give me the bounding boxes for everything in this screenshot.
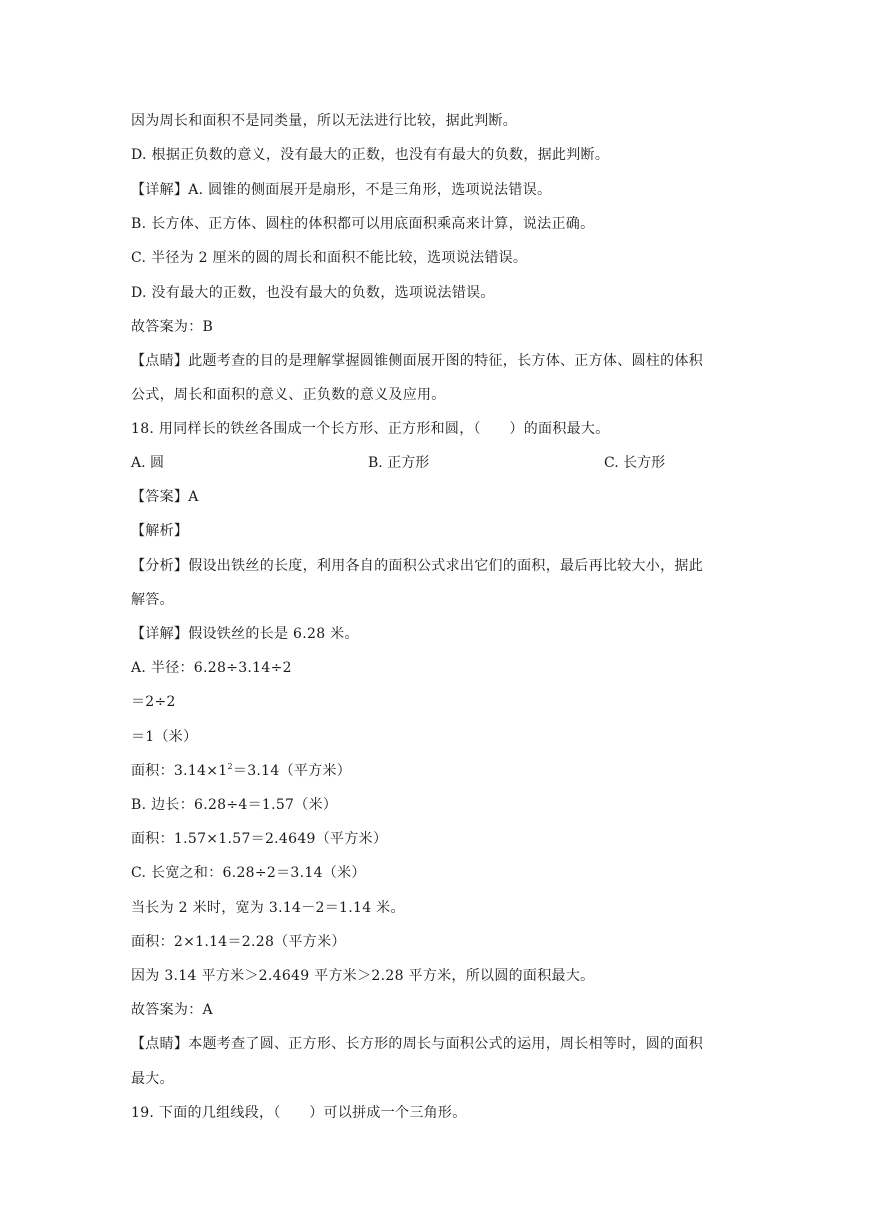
text-line: 【解析】 xyxy=(131,523,189,539)
question-18: 18. 用同样长的铁丝各围成一个长方形、正方形和圆，（ ）的面积最大。 xyxy=(131,421,610,437)
option-b: B. 正方形 xyxy=(368,455,430,471)
text-line: 面积：2×1.14＝2.28（平方米） xyxy=(131,934,346,950)
text-line: A. 半径：6.28÷3.14÷2 xyxy=(131,660,292,676)
option-c: C. 长方形 xyxy=(604,455,666,471)
area-circle-line xyxy=(131,761,351,781)
text-line: 【详解】A. 圆锥的侧面展开是扇形，不是三角形，选项说法错误。 xyxy=(131,182,552,198)
text-line: C. 长宽之和：6.28÷2＝3.14（米） xyxy=(131,865,366,881)
text-line: 最大。 xyxy=(131,1071,174,1087)
text-line: 【详解】假设铁丝的长是 6.28 米。 xyxy=(131,626,359,642)
area-suffix: ＝3.14（平方米） xyxy=(232,763,352,779)
exponent: 2 xyxy=(227,762,233,771)
question-19: 19. 下面的几组线段，（ ）可以拼成一个三角形。 xyxy=(131,1105,467,1121)
option-a: A. 圆 xyxy=(131,455,165,471)
text-line: 当长为 2 米时，宽为 3.14－2＝1.14 米。 xyxy=(131,900,405,916)
text-line: 因为周长和面积不是同类量，所以无法进行比较，据此判断。 xyxy=(131,113,518,129)
text-line: 面积：1.57×1.57＝2.4649（平方米） xyxy=(131,831,388,847)
text-line: D. 没有最大的正数，也没有最大的负数，选项说法错误。 xyxy=(131,285,495,301)
text-line: B. 边长：6.28÷4＝1.57（米） xyxy=(131,797,338,813)
text-line: ＝2÷2 xyxy=(131,694,176,710)
text-line: ＝1（米） xyxy=(131,729,198,745)
text-line: 故答案为：A xyxy=(131,1002,213,1018)
area-prefix: 面积：3.14×1 xyxy=(131,763,228,779)
text-line: B. 长方体、正方体、圆柱的体积都可以用底面积乘高来计算，说法正确。 xyxy=(131,216,595,232)
text-line: C. 半径为 2 厘米的圆的周长和面积不能比较，选项说法错误。 xyxy=(131,250,528,266)
text-line: 【点睛】此题考查的目的是理解掌握圆锥侧面展开图的特征，长方体、正方体、圆柱的体积 xyxy=(131,353,703,369)
text-line: 【答案】A xyxy=(131,489,199,505)
text-line: 公式，周长和面积的意义、正负数的意义及应用。 xyxy=(131,387,446,403)
text-line: 解答。 xyxy=(131,592,174,608)
text-line: 【点睛】本题考查了圆、正方形、长方形的周长与面积公式的运用，周长相等时，圆的面积 xyxy=(131,1036,703,1052)
text-line: 【分析】假设出铁丝的长度，利用各自的面积公式求出它们的面积，最后再比较大小，据此 xyxy=(131,558,703,574)
text-line: D. 根据正负数的意义，没有最大的正数，也没有有最大的负数，据此判断。 xyxy=(131,147,610,163)
text-line: 故答案为：B xyxy=(131,319,214,335)
text-line: 因为 3.14 平方米＞2.4649 平方米＞2.28 平方米，所以圆的面积最大。 xyxy=(131,968,595,984)
